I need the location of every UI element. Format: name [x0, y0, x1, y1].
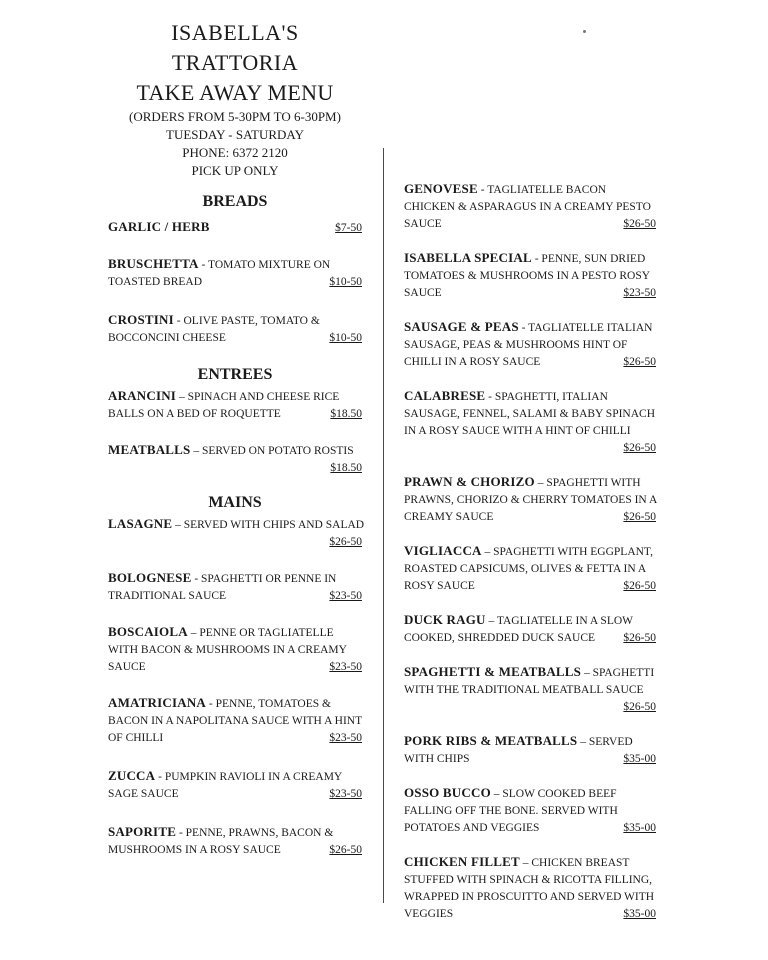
menu-item: [404, 663, 660, 716]
item-description: – PENNE OR TAGLIATELLE WITH BACON & MUSHROOMS IN A CREAMY SAUCE: [108, 627, 347, 673]
section-title-entrees: ENTREES: [197, 366, 273, 383]
item-name: ISABELLA SPECIAL: [404, 250, 532, 265]
item-description: – SERVED WITH CHIPS: [404, 736, 633, 765]
item-price: $35-00: [623, 908, 656, 920]
item-price: $23-50: [329, 590, 362, 602]
item-description: - PENNE, TOMATOES & BACON IN A NAPOLITANA SAUCE WITH A HINT OF CHILLI: [108, 698, 362, 744]
item-description: – SLOW COOKED BEEF FALLING OFF THE BONE. SERVED WITH POTATOES AND VEGGIES: [404, 788, 618, 834]
menu-item: [404, 318, 660, 371]
item-name: ARANCINI: [108, 388, 177, 403]
menu-item: [404, 784, 660, 837]
item-name: SPAGHETTI & MEATBALLS: [404, 664, 582, 679]
menu-item: [404, 611, 660, 647]
menu-title: TAKE AWAY MENU: [136, 80, 334, 105]
item-description: - PUMPKIN RAVIOLI IN A CREAMY SAGE SAUCE: [108, 771, 342, 800]
item-name: SAUSAGE & PEAS: [404, 319, 519, 334]
item-description: - PENNE, SUN DRIED TOMATOES & MUSHROOMS IN A PESTO ROSY SAUCE: [404, 253, 650, 299]
item-description: – SPAGHETTI WITH THE TRADITIONAL MEATBALL SAUCE: [404, 667, 655, 696]
menu-item: [404, 853, 660, 923]
item-description: – CHICKEN BREAST STUFFED WITH SPINACH & RICOTTA FILLING, WRAPPED IN PROSCUITTO AND SERVED WITH VEGGIES: [404, 857, 655, 920]
menu-item: [108, 255, 366, 291]
item-description: – SPAGHETTI WITH PRAWNS, CHORIZO & CHERRY TOMATOES IN A CREAMY SAUCE: [404, 477, 657, 523]
menu-item: [108, 218, 366, 237]
menu-item: [404, 732, 660, 768]
item-description: - TAGLIATELLE BACON CHICKEN & ASPARAGUS IN A CREAMY PESTO SAUCE: [404, 184, 651, 230]
menu-item: [108, 767, 366, 803]
section-title-mains: MAINS: [208, 494, 262, 511]
item-name: GENOVESE: [404, 181, 478, 196]
item-description: - TOMATO MIXTURE ON TOASTED BREAD: [108, 259, 331, 288]
menu-item: [108, 623, 366, 676]
restaurant-name-line1: ISABELLA'S: [171, 20, 299, 45]
menu-item: [404, 542, 660, 595]
open-days: TUESDAY - SATURDAY: [166, 127, 304, 142]
item-name: VIGLIACCA: [404, 543, 482, 558]
item-description: – TAGLIATELLE IN A SLOW COOKED, SHREDDED DUCK SAUCE: [404, 615, 633, 644]
item-name: ZUCCA: [108, 768, 156, 783]
item-price: $26-50: [623, 218, 656, 230]
menu-item: [108, 823, 366, 859]
item-description: – SERVED ON POTATO ROSTIS: [190, 445, 354, 457]
item-price: $26-50: [623, 580, 656, 592]
item-price: $26-50: [623, 632, 656, 644]
menu-header: [108, 18, 362, 180]
item-price: $10-50: [329, 276, 362, 288]
item-description: - TAGLIATELLE ITALIAN SAUSAGE, PEAS & MUSHROOMS HINT OF CHILLI IN A ROSY SAUCE: [404, 322, 653, 368]
item-price: $23-50: [623, 287, 656, 299]
item-price: $35-00: [623, 822, 656, 834]
item-name: BOLOGNESE: [108, 570, 192, 585]
item-price: $23-50: [329, 732, 362, 744]
item-name: CHICKEN FILLET: [404, 854, 520, 869]
item-name: PRAWN & CHORIZO: [404, 474, 535, 489]
item-name: MEATBALLS: [108, 442, 191, 457]
item-name: CROSTINI: [108, 312, 174, 327]
item-price: $18.50: [330, 408, 362, 420]
item-price: $26-50: [623, 701, 656, 713]
item-price: $18.50: [330, 462, 362, 474]
item-description: - SPAGHETTI, ITALIAN SAUSAGE, FENNEL, SALAMI & BABY SPINACH IN A ROSY SAUCE WITH A HINT OF CHILLI: [404, 391, 656, 437]
item-name: AMATRICIANA: [108, 695, 207, 710]
item-name: LASAGNE: [108, 516, 173, 531]
left-column: [108, 18, 366, 859]
item-description: – SPAGHETTI WITH EGGPLANT, ROASTED CAPSICUMS, OLIVES & FETTA IN A ROSY SAUCE: [404, 546, 653, 592]
menu-item: [108, 387, 366, 423]
item-price: $35-00: [623, 753, 656, 765]
item-price: $26-50: [329, 844, 362, 856]
item-price: $26-50: [623, 442, 656, 454]
item-description: – SPINACH AND CHEESE RICE BALLS ON A BED OF ROQUETTE: [108, 391, 340, 420]
item-name: BRUSCHETTA: [108, 256, 199, 271]
section-title-breads: BREADS: [202, 193, 268, 210]
item-description: – SERVED WITH CHIPS AND SALAD: [172, 519, 365, 531]
item-name: PORK RIBS & MEATBALLS: [404, 733, 578, 748]
menu-item: [108, 441, 366, 477]
menu-item: [404, 387, 660, 457]
item-price: $26-50: [623, 511, 656, 523]
menu-item: [404, 180, 660, 233]
item-price: $26-50: [329, 536, 362, 548]
item-name: SAPORITE: [108, 824, 177, 839]
menu-item: [108, 311, 366, 347]
item-name: OSSO BUCCO: [404, 785, 491, 800]
scan-speck: [583, 30, 586, 33]
menu-item: [404, 249, 660, 302]
menu-item: [108, 569, 366, 605]
item-name: BOSCAIOLA: [108, 624, 188, 639]
item-price: $23-50: [329, 788, 362, 800]
item-price: $26-50: [623, 356, 656, 368]
pickup-note: PICK UP ONLY: [191, 163, 279, 178]
phone-number: PHONE: 6372 2120: [182, 145, 288, 160]
column-divider: [383, 148, 384, 903]
order-hours: (ORDERS FROM 5-30PM TO 6-30PM): [129, 109, 341, 124]
item-price: $10-50: [329, 332, 362, 344]
restaurant-name-line2: TRATTORIA: [171, 50, 299, 75]
item-description: - SPAGHETTI OR PENNE IN TRADITIONAL SAUCE: [108, 573, 337, 602]
item-price: $7-50: [335, 222, 362, 234]
menu-item: [108, 694, 366, 747]
item-price: $23-50: [329, 661, 362, 673]
menu-item: [108, 515, 366, 551]
menu-item: [404, 473, 660, 526]
item-description: - PENNE, PRAWNS, BACON & MUSHROOMS IN A ROSY SAUCE: [108, 827, 334, 856]
right-column: [404, 180, 660, 923]
item-description: - OLIVE PASTE, TOMATO & BOCCONCINI CHEESE: [108, 315, 320, 344]
item-name: CALABRESE: [404, 388, 486, 403]
item-name: DUCK RAGU: [404, 612, 486, 627]
item-name: GARLIC / HERB: [108, 219, 210, 234]
